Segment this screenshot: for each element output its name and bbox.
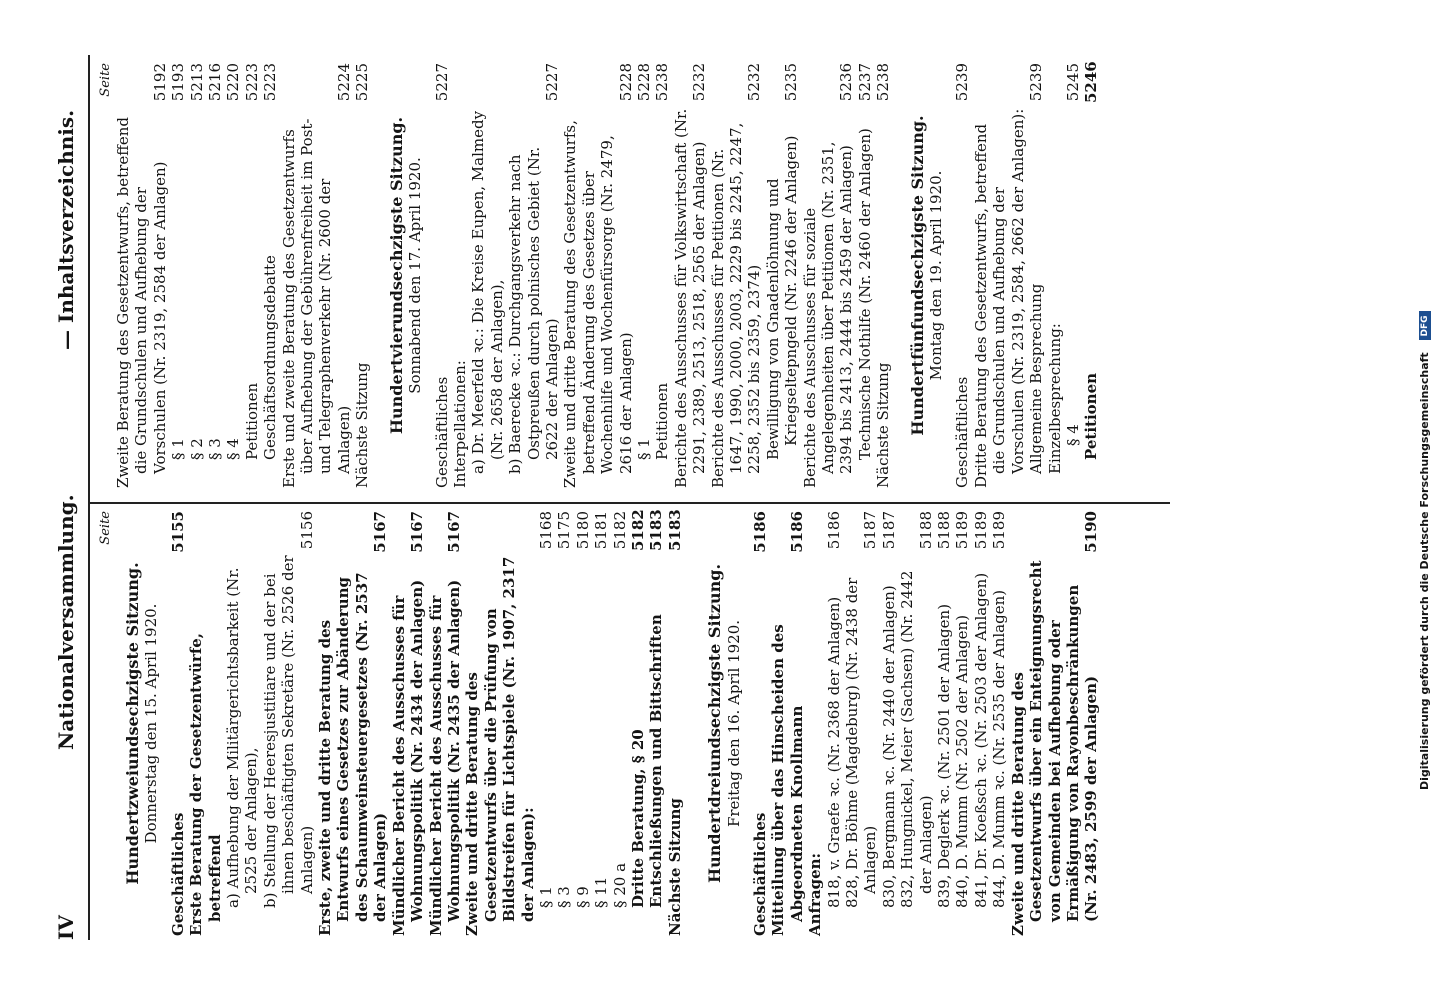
toc-entry: Geschäftliches 5186 xyxy=(751,511,769,936)
toc-entry: Erste und zweite Beratung des Gesetzentwurfs über Aufhebung der Gebührenfreiheit im Post- und Telegraphenverkehr (Nr. 2600 der Anlagen) 5224 xyxy=(279,63,353,488)
column-divider xyxy=(90,502,1170,504)
toc-entry: Nächste Sitzung 5183 xyxy=(665,509,684,936)
toc-entry: § 9 5180 xyxy=(573,511,592,908)
toc-entry: Zweite und dritte Beratung des Gesetzentwurfs über ein Enteignungsrecht von Gemeinden bei Aufhebung oder Ermäßigung von Rayonbeschränkungen (Nr. 2483, 2599 der Anlagen) 5190 xyxy=(1008,511,1101,936)
toc-entry: Geschäftsordnungsdebatte 5223 xyxy=(261,63,280,460)
toc-entry: § 4 5245 xyxy=(1063,63,1082,446)
toc-entry: § 2 5213 xyxy=(187,63,206,460)
toc-entry: § 4 5220 xyxy=(224,63,243,460)
toc-entry: Berichte des Ausschusses für soziale Angelegenheiten über Petitionen (Nr. 2351, 2394 bis 2413, 2444 bis 2459 der Anlagen) 5236 xyxy=(800,63,856,488)
toc-entry: Zweite und dritte Beratung des Gesetzentwurfs, betreffend Änderung des Gesetzes über Wochenhilfe und Wochenfürsorge (Nr. 2479, 2616 der Anlagen) 5228 xyxy=(561,63,635,488)
header-rule xyxy=(88,55,90,940)
toc-entry: Allgemeine Besprechung 5239 xyxy=(1027,63,1046,474)
seite-label-left: Seite xyxy=(98,511,113,545)
toc-entry: Geschäftliches 5155 xyxy=(168,511,187,936)
toc-entry: § 20 a 5182 xyxy=(610,511,629,908)
toc-entry: Interpellationen: xyxy=(450,360,469,488)
dfg-credit-text: Digitalisierung gefördert durch die Deutsche Forschungsgemeinschaft xyxy=(1418,352,1431,790)
page-number: IV xyxy=(54,915,78,940)
toc-entry: Entschließungen und Bittschriften 5183 xyxy=(647,509,666,908)
section-date: Sonnabend den 17. April 1920. xyxy=(406,157,425,394)
toc-entry: b) Baerecke ꝛc.: Durchgangsverkehr nach Ostpreußen durch polnisches Gebiet (Nr. 2622 der Anlagen) 5227 xyxy=(506,63,561,474)
toc-entry: § 3 5216 xyxy=(206,63,225,460)
toc-entry: a) Aufhebung der Militärgerichtsbarkeit (Nr. 2525 der Anlagen), xyxy=(224,567,261,908)
toc-entry: 832, Hungnickel, Meier (Sachsen) (Nr. 2442 der Anlagen) 5188 xyxy=(898,511,935,908)
toc-entry: § 3 5175 xyxy=(555,511,574,908)
toc-entry: Zweite Beratung des Gesetzentwurfs, betreffend die Grundschulen und Aufhebung der Vorschulen (Nr. 2319, 2584 der Anlagen) 5192 xyxy=(114,63,169,488)
section-heading: Hundertfünfundsechzigste Sitzung. xyxy=(907,115,927,436)
toc-entry: 818, v. Graefe ꝛc. (Nr. 2368 der Anlagen) 5186 xyxy=(824,511,843,908)
section-heading: Hundertvierundsechzigste Sitzung. xyxy=(386,116,406,435)
toc-entry: Zweite und dritte Beratung des Gesetzentwurfs über die Prüfung von Bildstreifen für Lichtspiele (Nr. 1907, 2317 der Anlagen): xyxy=(463,556,537,936)
toc-entry: Dritte Beratung, § 20 5182 xyxy=(628,509,647,908)
toc-entry: § 1 5168 xyxy=(536,511,555,908)
header-left-title: Nationalversammlung. xyxy=(54,494,78,750)
toc-entry: Anfragen: xyxy=(806,852,825,936)
toc-entry: § 1 5228 xyxy=(634,63,653,460)
toc-entry: 839, Deglerk ꝛc. (Nr. 2501 der Anlagen) 5188 xyxy=(935,511,954,908)
toc-entry: Petitionen 5238 xyxy=(653,63,672,460)
section-date: Freitag den 16. April 1920. xyxy=(724,619,743,828)
header-right-title: — Inhaltsverzeichnis. xyxy=(54,109,78,350)
toc-entry: Berichte des Ausschusses für Volkswirtschaft (Nr. 2291, 2389, 2513, 2518, 2565 der Anlagen) 5232 xyxy=(671,63,709,488)
toc-entry: Mitteilung über das Hinscheiden des Abgeordneten Knollmann 5186 xyxy=(769,511,806,936)
toc-entry: Mündlicher Bericht des Ausschusses für Wohnungspolitik (Nr. 2434 der Anlagen) 5167 xyxy=(389,511,427,936)
toc-entry: b) Stellung der Heeresjustitiare und der bei ihnen beschäftigten Sekretäre (Nr. 2526 der Anlagen) 5156 xyxy=(260,511,316,908)
dfg-logo: DFG xyxy=(1419,311,1431,340)
toc-entry: a) Dr. Meerfeld ꝛc.: Die Kreise Eupen, Malmedy (Nr. 2658 der Anlagen), xyxy=(469,110,506,474)
toc-entry: Berichte des Ausschusses für Petitionen (Nr. 1647, 1990, 2000, 2003, 2229 bis 2245, 2247, 2258, 2352 bis 2359, 2374) 5232 xyxy=(708,63,764,488)
section-heading: Hundertzweiundsechzigste Sitzung. xyxy=(123,562,142,885)
toc-entry: Erste, zweite und dritte Beratung des Entwurfs eines Gesetzes zur Abänderung des Schaumweinsteuergesetzes (Nr. 2537 der Anlagen) 5167 xyxy=(316,511,390,936)
toc-entry: 841, Dr. Koeßsch ꝛc. (Nr. 2503 der Anlagen) 5189 xyxy=(971,511,990,908)
toc-entry: Geschäftliches 5239 xyxy=(953,63,972,488)
left-column xyxy=(98,511,1101,936)
toc-entry: Petitionen 5246 xyxy=(1082,61,1101,460)
toc-entry: 830, Bergmann ꝛc. (Nr. 2440 der Anlagen) 5187 xyxy=(879,511,898,908)
toc-entry: Mündlicher Bericht des Ausschusses für Wohnungspolitik (Nr. 2435 der Anlagen) 5167 xyxy=(426,511,463,936)
seite-label-right: Seite xyxy=(98,63,113,97)
toc-entry: 844, D. Mumm ꝛc. (Nr. 2535 der Anlagen) 5189 xyxy=(990,511,1009,908)
toc-entry: Petitionen 5223 xyxy=(242,63,261,460)
right-column xyxy=(98,63,1101,488)
toc-entry: Einzelbesprechung: xyxy=(1045,323,1064,474)
toc-entry: § 1 5193 xyxy=(169,63,188,460)
toc-entry: Nächste Sitzung 5225 xyxy=(353,63,372,488)
toc-entry: § 11 5181 xyxy=(592,511,611,908)
section-date: Montag den 19. April 1920. xyxy=(927,170,946,381)
toc-entry: Geschäftliches 5227 xyxy=(432,63,451,488)
toc-entry: Bewilligung von Gnadenlöhnung und Kriegseltерngeld (Nr. 2246 der Anlagen) 5235 xyxy=(763,63,801,460)
toc-entry: 828, Dr. Böhme (Magdeburg) (Nr. 2438 der Anlagen) 5187 xyxy=(843,511,880,908)
toc-entry: Technische Nothilfe (Nr. 2460 der Anlagen) 5237 xyxy=(855,63,874,460)
section-heading: Hundertdreiundsechzigste Sitzung. xyxy=(705,563,725,884)
toc-entry: Erste Beratung der Gesetzentwürfe, betreffend xyxy=(187,632,224,936)
section-date: Donnerstag den 15. April 1920. xyxy=(142,603,161,844)
dfg-credit xyxy=(1418,0,1431,790)
toc-entry: Dritte Beratung des Gesetzentwurfs, betreffend die Grundschulen und Aufhebung der Vorschulen (Nr. 2319, 2584, 2662 der Anlagen): xyxy=(971,108,1027,488)
toc-entry: Nächste Sitzung 5238 xyxy=(874,63,893,488)
toc-entry: 840, D. Mumm (Nr. 2502 der Anlagen) 5189 xyxy=(953,511,972,908)
